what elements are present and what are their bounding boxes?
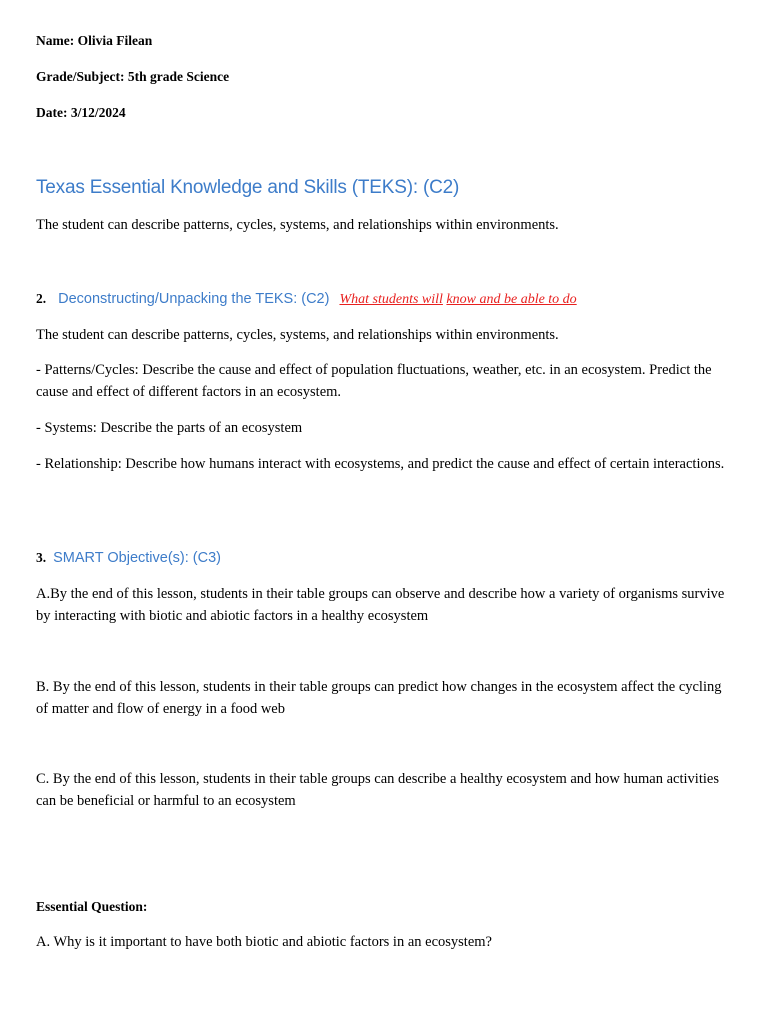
objective-b: B. By the end of this lesson, students in their table groups can predict how changes in the ecosystem affect the cycling of matter and flow of energy in a food web [36, 679, 722, 717]
relationship-item: - Relationship: Describe how humans interact with ecosystems, and predict the cause and effect of certain interactions. [36, 456, 725, 472]
section-3-title: SMART Objective(s): (C3) [53, 550, 221, 566]
date-line: Date: 3/12/2024 [36, 105, 126, 120]
section-2-heading [36, 289, 577, 310]
objective-a: A.By the end of this lesson, students in their table groups can observe and describe how a variety of organisms survive by interacting with biotic and abiotic factors in a healthy ecosystem [36, 586, 725, 624]
systems-item: - Systems: Describe the parts of an ecosystem [36, 420, 303, 436]
section-2-number: 2. [36, 291, 47, 306]
section-2-title: Deconstructing/Unpacking the TEKS: (C2) [58, 291, 330, 307]
essential-question-a: A. Why is it important to have both biotic and abiotic factors in an ecosystem? [36, 934, 492, 950]
section-2-note-part2: know and be able to do [446, 292, 577, 307]
patterns-cycles-item: - Patterns/Cycles: Describe the cause and effect of population fluctuations, weather, etc. in an ecosystem. Predict the cause and effect of different factors in an ecosystem. [36, 362, 712, 400]
section-2-intro: The student can describe patterns, cycles, systems, and relationships within environments. [36, 327, 559, 343]
grade-subject-line: Grade/Subject: 5th grade Science [36, 69, 230, 84]
name-line: Name: Olivia Filean [36, 33, 153, 48]
teks-text: The student can describe patterns, cycles, systems, and relationships within environments. [36, 217, 559, 233]
section-2-note-part1: What students will [339, 292, 443, 307]
section-3-heading [36, 548, 221, 569]
section-3-number: 3. [36, 550, 47, 565]
section-2-note [339, 292, 576, 307]
essential-question-label: Essential Question: [36, 899, 148, 914]
teks-heading: Texas Essential Knowledge and Skills (TEKS): (C2) [36, 177, 460, 198]
objective-c: C. By the end of this lesson, students in their table groups can describe a healthy ecosystem and how human activities can be beneficial or harmful to an ecosystem [36, 771, 719, 809]
